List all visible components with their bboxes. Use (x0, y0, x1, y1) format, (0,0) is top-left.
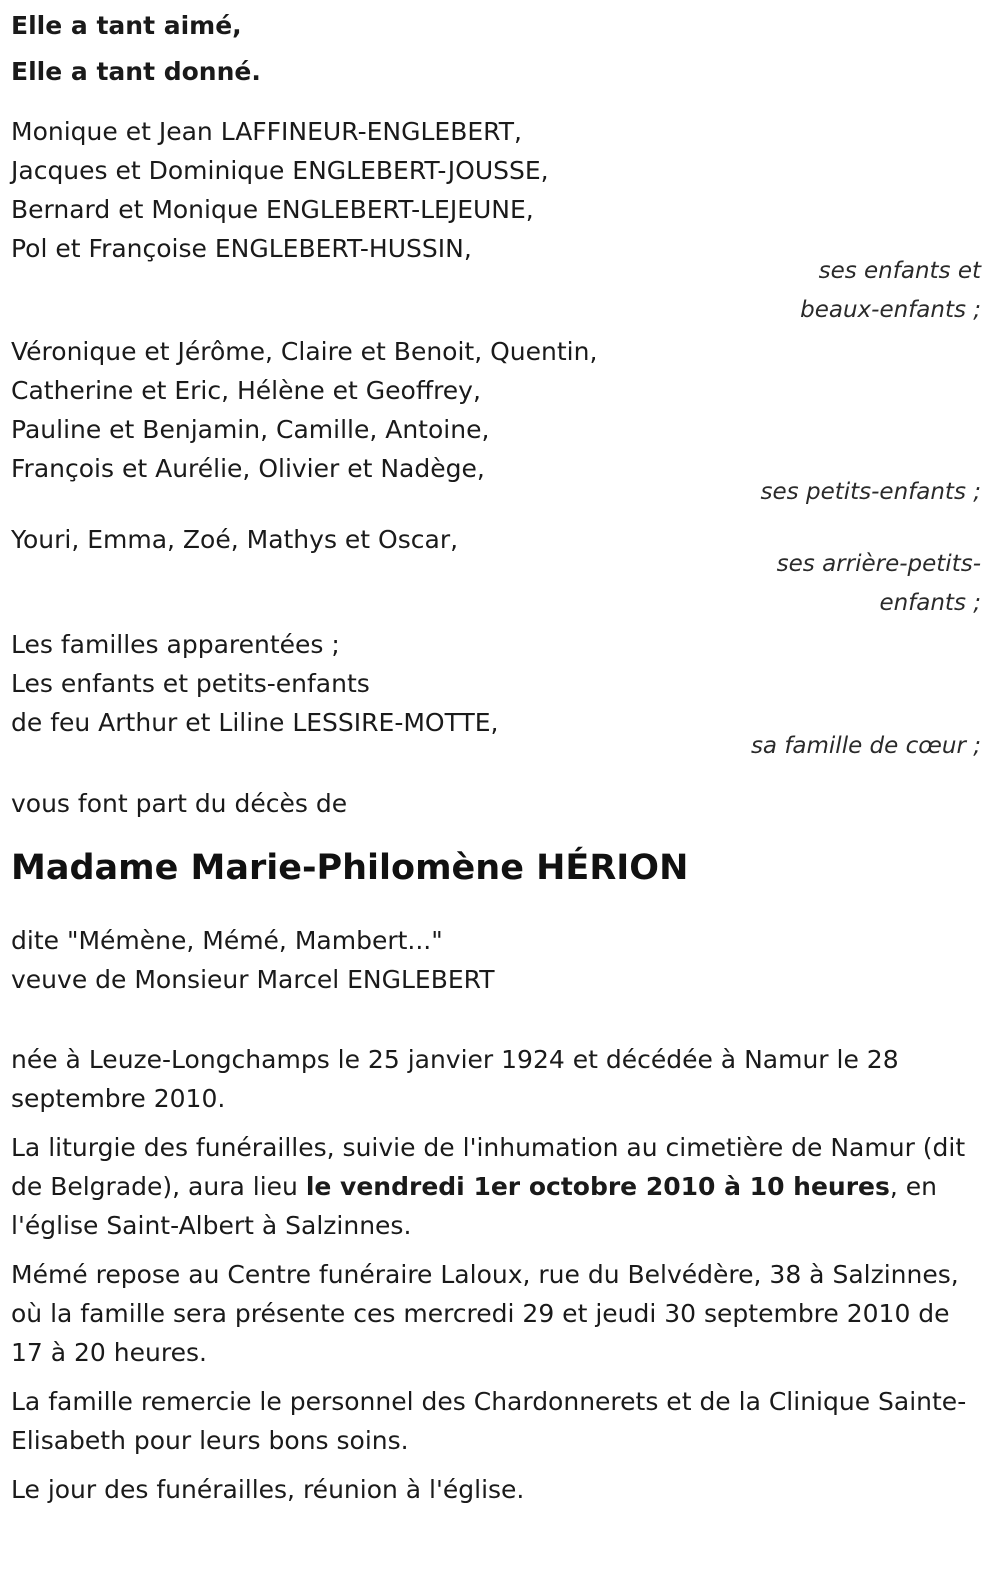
children-block (11, 112, 981, 330)
grandchild-names: Véronique et Jérôme, Claire et Benoit, Quentin, (11, 337, 598, 366)
gathering-paragraph: Le jour des funérailles, réunion à l'église. (11, 1475, 525, 1504)
birth-death-paragraph: née à Leuze-Longchamps le 25 janvier 1924 et décédée à Namur le 28 septembre 2010. (11, 1045, 899, 1113)
liturgy-paragraph (11, 1128, 981, 1245)
motto-line-1: Elle a tant aimé, (11, 11, 242, 40)
deceased-nickname: dite "Mémène, Mémé, Mambert..." (11, 926, 443, 955)
deceased-name: Madame Marie-Philomène HÉRION (11, 848, 689, 888)
child-couple: Bernard et Monique ENGLEBERT-LEJEUNE, (11, 195, 534, 224)
grandchildren-relation: ses petits-enfants ; (760, 479, 981, 505)
deceased-widow-of: veuve de Monsieur Marcel ENGLEBERT (11, 965, 495, 994)
children-relation-line-1: ses enfants et (818, 258, 981, 284)
great-grandchildren-relation-line-1: ses arrière-petits- (776, 551, 981, 577)
liturgy-text-start: La liturgie des funérailles, suivie de l'inhumation au cimetière de Namur (dit de Belgrade), aura lieu (11, 1133, 966, 1201)
child-couple: Jacques et Dominique ENGLEBERT-JOUSSE, (11, 156, 549, 185)
great-grandchild-names: Youri, Emma, Zoé, Mathys et Oscar, (11, 525, 459, 554)
child-couple: Pol et Françoise ENGLEBERT-HUSSIN, (11, 234, 472, 263)
grandchildren-block (11, 332, 981, 512)
liturgy-date: le vendredi 1er octobre 2010 à 10 heures (305, 1172, 890, 1201)
announcement: vous font part du décès de (11, 789, 348, 818)
relatives-block (11, 625, 981, 766)
relatives-relation: sa famille de cœur ; (750, 733, 981, 759)
liturgy-text-end: , en l'église Saint-Albert à Salzinnes. (11, 1172, 938, 1240)
grandchild-names: Pauline et Benjamin, Camille, Antoine, (11, 415, 490, 444)
children-relation-line-2: beaux-enfants ; (800, 297, 981, 323)
grandchild-names: Catherine et Eric, Hélène et Geoffrey, (11, 376, 481, 405)
relatives-line: Les enfants et petits-enfants (11, 669, 370, 698)
relatives-line: de feu Arthur et Liline LESSIRE-MOTTE, (11, 708, 499, 737)
great-grandchildren-relation-line-2: enfants ; (879, 590, 981, 616)
relatives-line: Les familles apparentées ; (11, 630, 340, 659)
child-couple: Monique et Jean LAFFINEUR-ENGLEBERT, (11, 117, 522, 146)
grandchild-names: François et Aurélie, Olivier et Nadège, (11, 454, 485, 483)
rest-paragraph: Mémé repose au Centre funéraire Laloux, rue du Belvédère, 38 à Salzinnes, où la famille sera présente ces mercredi 29 et jeudi 30 septembre 2010 de 17 à 20 heures. (11, 1260, 959, 1367)
great-grandchildren-block (11, 520, 981, 623)
thanks-paragraph: La famille remercie le personnel des Chardonnerets et de la Clinique Sainte-Elisabeth pour leurs bons soins. (11, 1387, 967, 1455)
motto-line-2: Elle a tant donné. (11, 57, 261, 86)
obituary-notice (11, 6, 981, 1509)
